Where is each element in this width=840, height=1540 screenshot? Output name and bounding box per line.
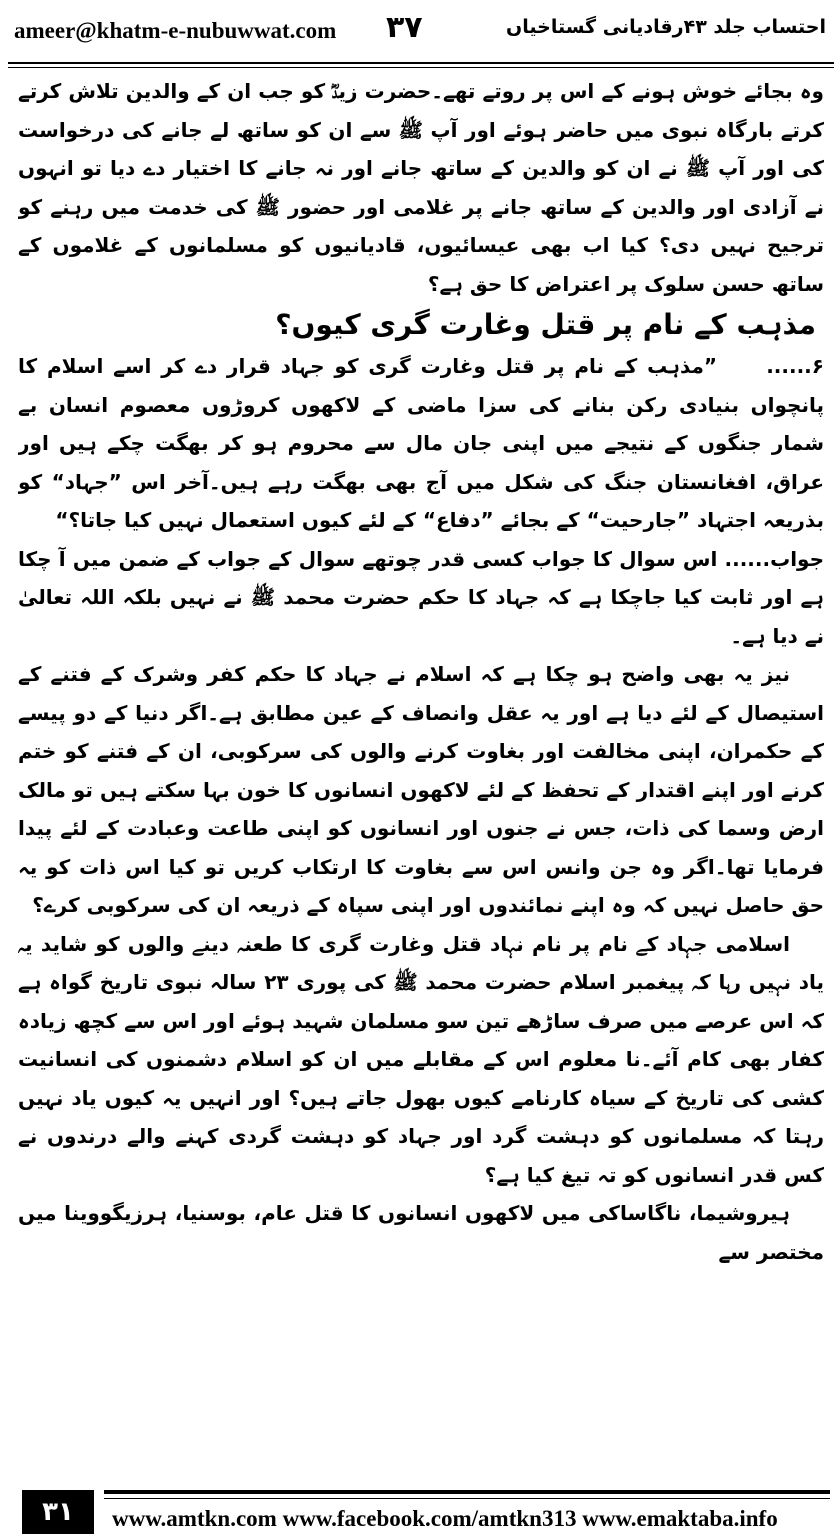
email-address: ameer@khatm-e-nubuwwat.com xyxy=(14,18,337,43)
header-rule xyxy=(8,62,834,64)
footer-rule-thin xyxy=(104,1498,830,1499)
question-text: ”مذہب کے نام پر قتل وغارت گری کو جہاد قرار دے کر اسے اسلام کا پانچواں بنیادی رکن بنانے کی سزا ماضی کے لاکھوں کروڑوں معصوم انسان بے شمار جنگوں کے نتیجے میں اپنی جان مال سے محروم ہو کر بھگت چکے ہیں اور عراق، افغانستان جنگ کی شکل میں آج بھی بھگت رہے ہیں۔آخر اس ”جہاد“ کو بذریعہ اجتہاد ”جارحیت“ کے بجائے ”دفاع“ کے لئے کیوں استعمال نہیں کیا جاتا؟“ xyxy=(18,354,824,532)
answer-paragraph: نیز یہ بھی واضح ہو چکا ہے کہ اسلام نے جہاد کا حکم کفر وشرک کے فتنے کے استیصال کے لئے دیا ہے اور یہ عقل وانصاف کے عین مطابق ہے۔اگر دنیا کے دو پیسے کے حکمران، اپنی مخالفت اور بغاوت کرنے والوں کی سرکوبی، ان کے فتنے کو ختم کرنے اور اپنے اقتدار کے تحفظ کے لئے لاکھوں انسانوں کا خون بہا سکتے ہیں تو مالک ارض وسما کی ذات، جس نے جنوں اور انسانوں کو اپنی طاعت وعبادت کے لئے پیدا فرمایا تھا۔اگر وہ جن وانس اس سے بغاوت کا ارتکاب کریں تو کیا اس ذات کو یہ حق حاصل نہیں کہ وہ اپنے نمائندوں اور اپنی سپاہ کے ذریعہ ان کی سرکوبی کرے؟ xyxy=(18,662,824,917)
answer-paragraph: ہیروشیما، ناگاساکی میں لاکھوں انسانوں کا قتل عام، بوسنیا، ہرزیگووینا میں مختصر سے xyxy=(18,1201,824,1264)
header-rule-thin xyxy=(8,67,834,68)
book-title: احتساب جلد ۴۳رقادیانی گستاخیاں xyxy=(506,16,826,38)
footer-rule xyxy=(104,1490,830,1494)
answer-paragraph: جواب...... اس سوال کا جواب کسی قدر چوتھے سوال کے جواب کے ضمن میں آ چکا ہے اور ثابت کیا جاچکا ہے کہ جہاد کا حکم حضرت محمد ﷺ نے نہیں بلکہ اللہ تعالیٰ نے دیا ہے۔ xyxy=(18,546,824,648)
question-paragraph xyxy=(18,347,824,540)
footer-links[interactable]: www.amtkn.com www.facebook.com/amtkn313 www.emaktaba.info xyxy=(112,1506,778,1531)
question-number: ۶...... xyxy=(766,354,824,378)
page-header xyxy=(0,0,840,64)
answer-paragraph: اسلامی جہاد کے نام پر نام نہاد قتل وغارت گری کا طعنہ دینے والوں کو شاید یہ یاد نہیں رہا کہ پیغمبر اسلام حضرت محمد ﷺ کی پوری ۲۳ سالہ نبوی تاریخ گواہ ہے کہ اس عرصے میں صرف ساڑھے تین سو مسلمان شہید ہوئے اور اس سے کچھ زیادہ کفار بھی کام آئے۔نا معلوم اس کے مقابلے میں ان کو اسلام دشمنوں کی انسانیت کشی کی تاریخ کے سیاہ کارنامے کیوں بھول جاتے ہیں؟ اور انہیں یہ کیوں یاد نہیں رہتا کہ مسلمانوں کو دہشت گرد اور جہاد کو دہشت گردی کہنے والے درندوں نے کس قدر انسانوں کو تہ تیغ کیا ہے؟ xyxy=(18,931,824,1187)
section-heading: مذہب کے نام پر قتل وغارت گری کیوں؟ xyxy=(275,308,816,341)
page-footer xyxy=(0,1484,840,1540)
page-number: ۳۷ xyxy=(386,10,423,45)
folio-number: ۳۱ xyxy=(22,1490,94,1534)
body-paragraph: وہ بجائے خوش ہونے کے اس پر روتے تھے۔حضرت زیدؓ کو جب ان کے والدین تلاش کرتے کرتے بارگاہ نبوی میں حاضر ہوئے اور آپ ﷺ سے ان کو ساتھ لے جانے کی درخواست کی اور آپ ﷺ نے ان کو والدین کے ساتھ جانے اور نہ جانے کا اختیار دے دیا تو انہوں نے آزادی اور والدین کے ساتھ جانے پر غلامی اور حضور ﷺ کی خدمت میں رہنے کو ترجیح نہیں دی؟ کیا اب بھی عیسائیوں، قادیانیوں کو مسلمانوں کے غلاموں کے ساتھ حسن سلوک پر اعتراض کا حق ہے؟ xyxy=(18,79,824,296)
page-body xyxy=(18,72,824,1472)
